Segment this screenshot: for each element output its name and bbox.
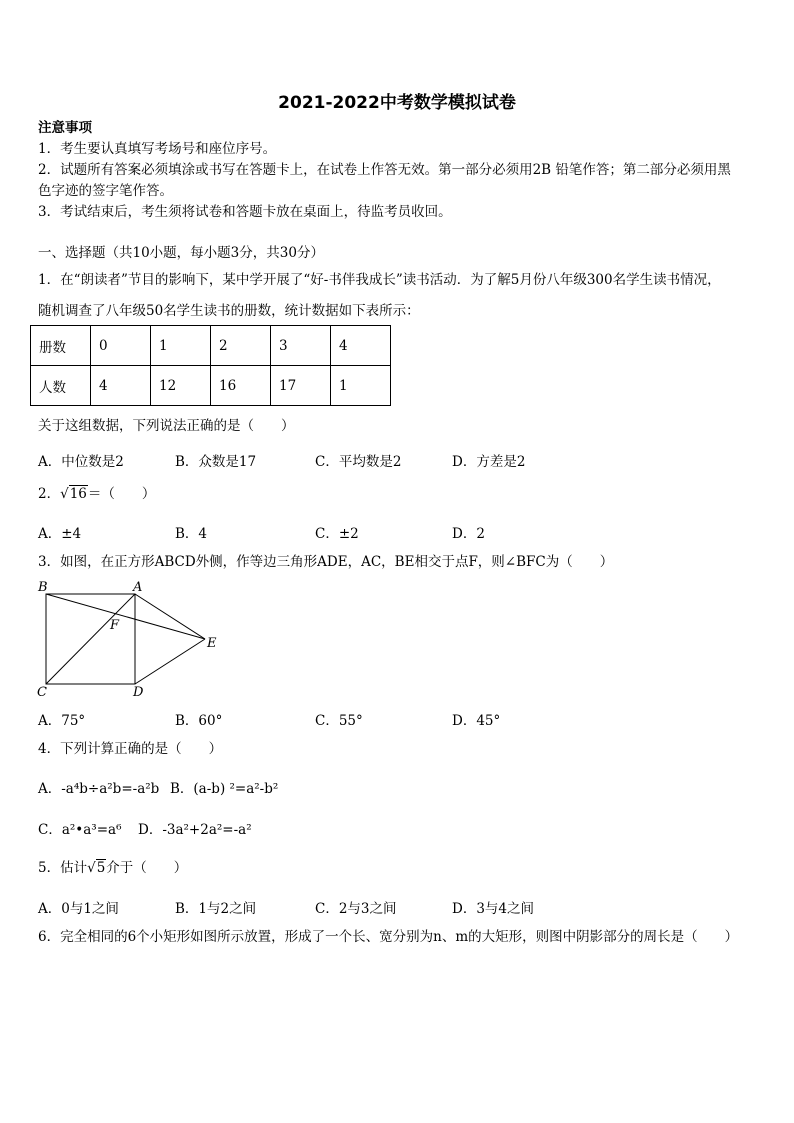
q4-option-a: A．-a⁴b÷a²b=-a²b (38, 781, 160, 797)
q5-option-b: B．1与2之间 (175, 901, 257, 917)
table-cell: 12 (151, 366, 211, 406)
label-e: E (207, 636, 217, 651)
page-title: 2021-2022中考数学模拟试卷 (278, 93, 516, 113)
q5-text (38, 858, 187, 878)
q5-option-a: A．0与1之间 (38, 901, 119, 917)
q4-option-c: C．a²•a³=a⁶ (38, 822, 122, 838)
q1-question: 关于这组数据，下列说法正确的是（ ） (38, 418, 295, 434)
q3-option-b: B．60° (175, 713, 223, 729)
q1-data-table (30, 325, 391, 406)
label-f: F (110, 618, 120, 633)
q4-option-b: B．(a-b) ²=a²-b² (170, 781, 279, 797)
table-cell: 册数 (31, 326, 91, 366)
note-item: 3．考试结束后，考生须将试卷和答题卡放在桌面上，待监考员收回。 (38, 204, 452, 220)
q1-option-c: C．平均数是2 (315, 454, 402, 470)
q5-prefix: 5．估计 (38, 860, 88, 876)
label-c: C (37, 685, 47, 700)
q2-option-a: A．±4 (38, 526, 82, 542)
sqrt-symbol: √5 (87, 860, 106, 876)
q5-suffix: 介于（ ） (106, 860, 188, 876)
section-heading: 一、选择题（共10小题，每小题3分，共30分） (38, 245, 324, 261)
q3-text: 3．如图，在正方形ABCD外侧，作等边三角形ADE，AC，BE相交于点F，则∠BFC为（ ） (38, 554, 614, 570)
table-cell: 4 (331, 326, 391, 366)
label-d: D (133, 685, 144, 700)
q1-option-d: D．方差是2 (452, 454, 526, 470)
q3-option-d: D．45° (452, 713, 501, 729)
q3-option-a: A．75° (38, 713, 86, 729)
label-a: A (133, 580, 143, 595)
label-b: B (38, 580, 48, 595)
table-cell: 4 (91, 366, 151, 406)
table-row (31, 326, 391, 366)
q2-option-d: D．2 (452, 526, 485, 542)
table-cell: 16 (211, 366, 271, 406)
q2-option-b: B．4 (175, 526, 208, 542)
q2-option-c: C．±2 (315, 526, 359, 542)
q1-text-line1: 1．在“朗读者”节目的影响下，某中学开展了“好‑书伴我成长”读书活动．为了解5月份八年级300名学生读书情况， (38, 272, 721, 288)
table-cell: 1 (331, 366, 391, 406)
diagonal-ac (46, 594, 135, 684)
table-cell: 0 (91, 326, 151, 366)
q5-option-d: D．3与4之间 (452, 901, 535, 917)
table-cell: 人数 (31, 366, 91, 406)
table-row (31, 366, 391, 406)
table-cell: 17 (271, 366, 331, 406)
q4-option-d: D．-3a²+2a²=-a² (138, 822, 252, 838)
q2-text (38, 484, 155, 504)
q1-option-a: A．中位数是2 (38, 454, 124, 470)
q5-option-c: C．2与3之间 (315, 901, 397, 917)
q2-radicand: 16 (69, 486, 87, 502)
q3-option-c: C．55° (315, 713, 363, 729)
table-cell: 2 (211, 326, 271, 366)
q3-geometry-figure (30, 575, 230, 700)
segment-de (135, 639, 205, 684)
q5-radicand: 5 (96, 860, 106, 876)
note-item: 色字迹的签字笔作答。 (38, 183, 173, 199)
segment-ae (135, 594, 205, 639)
table-cell: 3 (271, 326, 331, 366)
note-item: 2．试题所有答案必须填涂或书写在答题卡上，在试卷上作答无效。第一部分必须用2B 铅笔作答；第二部分必须用黑 (38, 162, 731, 178)
q6-text: 6．完全相同的6个小矩形如图所示放置，形成了一个长、宽分别为n、m的大矩形，则图中阴影部分的周长是（ ） (38, 929, 739, 945)
q4-text: 4．下列计算正确的是（ ） (38, 741, 223, 757)
sqrt-symbol: √16 (60, 486, 87, 502)
q1-text-line2: 随机调查了八年级50名学生读书的册数，统计数据如下表所示： (38, 303, 420, 319)
segment-be (46, 594, 205, 639)
q1-option-b: B．众数是17 (175, 454, 257, 470)
q2-prefix: 2． (38, 486, 61, 502)
note-item: 1．考生要认真填写考场号和座位序号。 (38, 141, 277, 157)
table-cell: 1 (151, 326, 211, 366)
notes-heading: 注意事项 (38, 120, 92, 136)
q2-suffix: ＝（ ） (87, 486, 156, 502)
